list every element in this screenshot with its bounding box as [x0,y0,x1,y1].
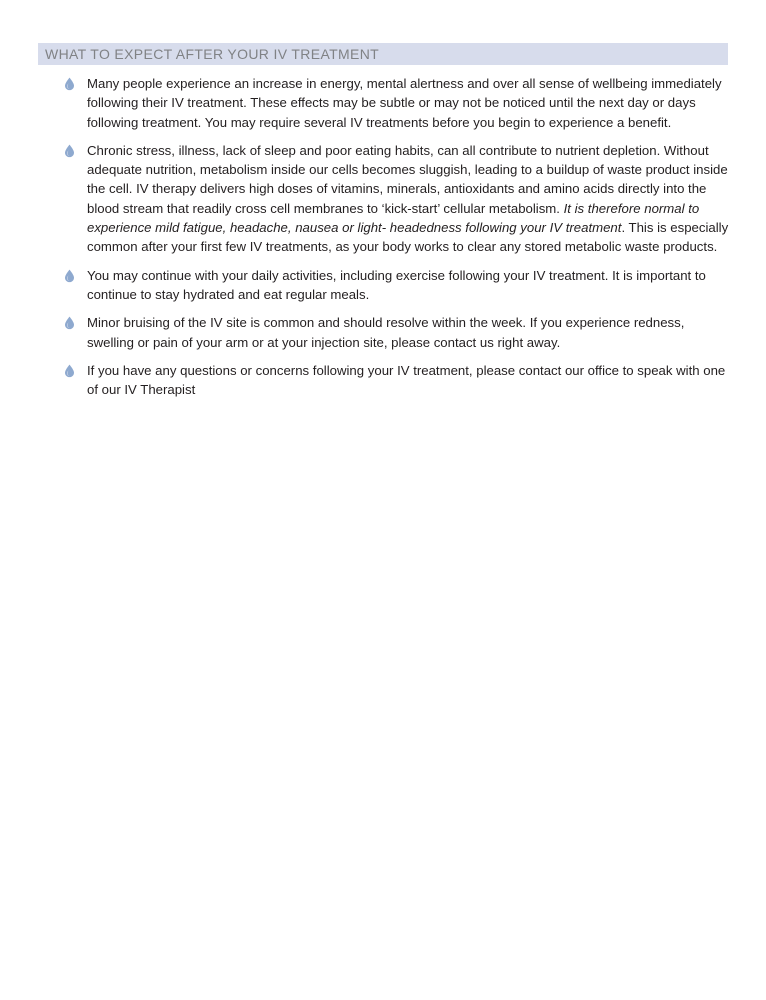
list-item [62,361,734,400]
body-text: You may continue with your daily activities, including exercise following your IV treatment. It is important to continue to stay hydrated and eat regular meals. [87,267,706,302]
emphasis-text: It is therefore normal to experience mild fatigue, headache, nausea or light- headedness following your IV treatment [87,200,700,236]
water-droplet-icon [64,316,75,330]
section-header-bar [38,43,728,65]
list-item [62,141,734,257]
water-droplet-icon [64,364,75,378]
list-item [62,74,734,132]
section-header-title: WHAT TO EXPECT AFTER YOUR IV TREATMENT [45,46,380,62]
body-text: Chronic stress, illness, lack of sleep and poor eating habits, can all contribute to nutrient depletion. Without adequate nutrition, metabolism inside our cells becomes sluggish, leading to a buildup of waste product inside the cell. IV therapy delivers high doses of vitamins, minerals, antioxidants and amino acids directly into the blood stream that readily cross cell membranes to ‘kick-start’ cellular metabolism. [87,142,728,216]
list-item-text [87,361,734,400]
water-droplet-icon [64,269,75,283]
body-text: If you have any questions or concerns following your IV treatment, please contact our office to speak with one of our IV Therapist [87,362,726,398]
list-item-text [87,313,734,352]
body-text: Many people experience an increase in energy, mental alertness and over all sense of wellbeing immediately following their IV treatment. These effects may be subtle or may not be noticed until the next day or days following treatment. You may require several IV treatments before you begin to experience a benefit. [87,76,722,130]
bullet-list [62,74,734,399]
list-item [62,266,734,305]
body-text: . This is especially common after your first few IV treatments, as your body works to clear any stored metabolic waste products. [87,220,729,255]
water-droplet-icon [64,144,75,158]
water-droplet-icon [64,77,75,91]
list-item-text [87,74,734,132]
list-item-text [87,266,734,305]
body-text: Minor bruising of the IV site is common and should resolve within the week. If you experience redness, swelling or pain of your arm or at your injection site, please contact us right away. [87,315,685,350]
list-item-text [87,141,734,257]
list-item [62,313,734,352]
